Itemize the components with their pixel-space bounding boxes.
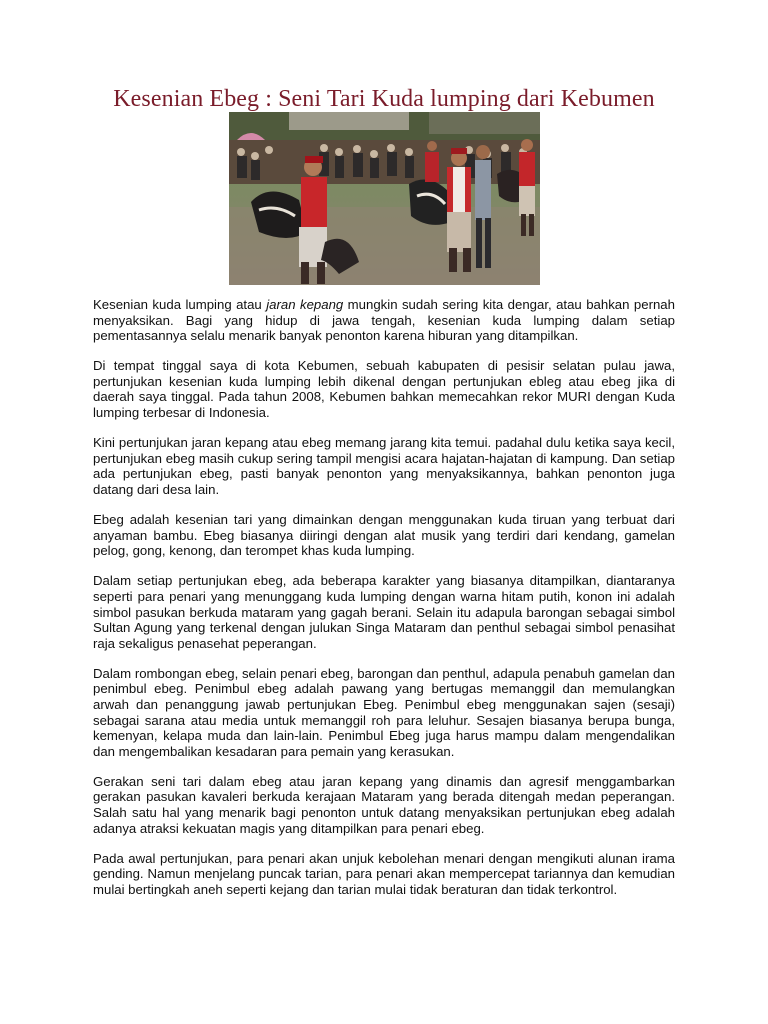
emphasis-text: jaran kepang — [266, 297, 344, 312]
paragraph-text: Kesenian kuda lumping atau — [93, 297, 267, 312]
paragraph: Gerakan seni tari dalam ebeg atau jaran kepang yang dinamis dan agresif menggambarkan gerakan pasukan kavaleri berkuda kerajaan Mataram yang berada ditengah medan peperangan. Salah satu hal yang menarik bagi penonton untuk datang menyaksikan pertunjukan ebeg adalah adanya atraksi kekuatan magis yang ditampilkan para penari ebeg. — [93, 773, 675, 836]
dancers-photo — [229, 112, 540, 285]
paragraph: Pada awal pertunjukan, para penari akan unjuk kebolehan menari dengan mengikuti alunan irama gending. Namun menjelang puncak tarian, para penari akan mempercepat tariannya dan kemudian mulai bertingkah aneh seperti kejang dan tarian mulai tidak beraturan dan tidak terkontrol. — [93, 850, 675, 897]
paragraph: Ebeg adalah kesenian tari yang dimainkan dengan menggunakan kuda tiruan yang terbuat dari anyaman bambu. Ebeg biasanya diiringi dengan alat musik yang terdiri dari kendang, gamelan pelog, gong, kenong, dan terompet khas kuda lumping. — [93, 512, 675, 559]
photo-illustration — [229, 112, 540, 285]
paragraph: Kini pertunjukan jaran kepang atau ebeg memang jarang kita temui. padahal dulu ketika saya kecil, pertunjukan ebeg masih cukup sering tampil mengisi acara hajatan-hajatan di kampung. Dan setiap ada pertunjukan ebeg, pasti banyak penonton yang menyaksikannya, bahkan penonton juga datang dari desa lain. — [93, 435, 675, 497]
paragraph-text: mungkin sudah sering kita dengar, atau bahkan pernah menyaksikan. Bagi yang hidup di jawa tengah, kesenian kuda lumping dalam setiap pementasannya selalu menarik banyak penonton karena hiburan yang ditampilkan. — [93, 297, 675, 344]
article-body — [93, 297, 675, 912]
paragraph: Di tempat tinggal saya di kota Kebumen, sebuah kabupaten di pesisir selatan pulau jawa, pertunjukan kesenian kuda lumping lebih dikenal dengan pertunjukan ebleg atau ebeg jika di daerah saya tinggal. Pada tahun 2008, Kebumen bahkan memecahkan rekor MURI dengan Kuda lumping terbesar di Indonesia. — [93, 358, 675, 421]
paragraph: Dalam rombongan ebeg, selain penari ebeg, barongan dan penthul, adapula penabuh gamelan dan penimbul ebeg. Penimbul ebeg adalah pawang yang bertugas memanggil dan memulangkan arwah dan penanggung jawab pertunjukan Ebeg. Penimbul ebeg menggunakan sajen (sesaji) sebagai sarana atau media untuk memanggil roh para leluhur. Sesajen biasanya berupa bunga, kemenyan, kelapa muda dan lain-lain. Penimbul Ebeg juga harus mampu dalam mengendalikan dan mengembalikan kesadaran para pemain yang kerasukan. — [93, 665, 675, 759]
page-title: Kesenian Ebeg : Seni Tari Kuda lumping dari Kebumen — [113, 86, 655, 112]
paragraph: Dalam setiap pertunjukan ebeg, ada beberapa karakter yang biasanya ditampilkan, diantaranya seperti para penari yang menunggang kuda lumping dengan warna hitam putih, konon ini adalah simbol pasukan berkuda mataram yang gagah berani. Selain itu adapula barongan sebagai simbol Sultan Agung yang terkenal dengan julukan Singa Mataram dan penthul sebagai simbol penasihat raja sekaligus penasehat peperangan. — [93, 573, 675, 651]
paragraph — [93, 297, 675, 344]
